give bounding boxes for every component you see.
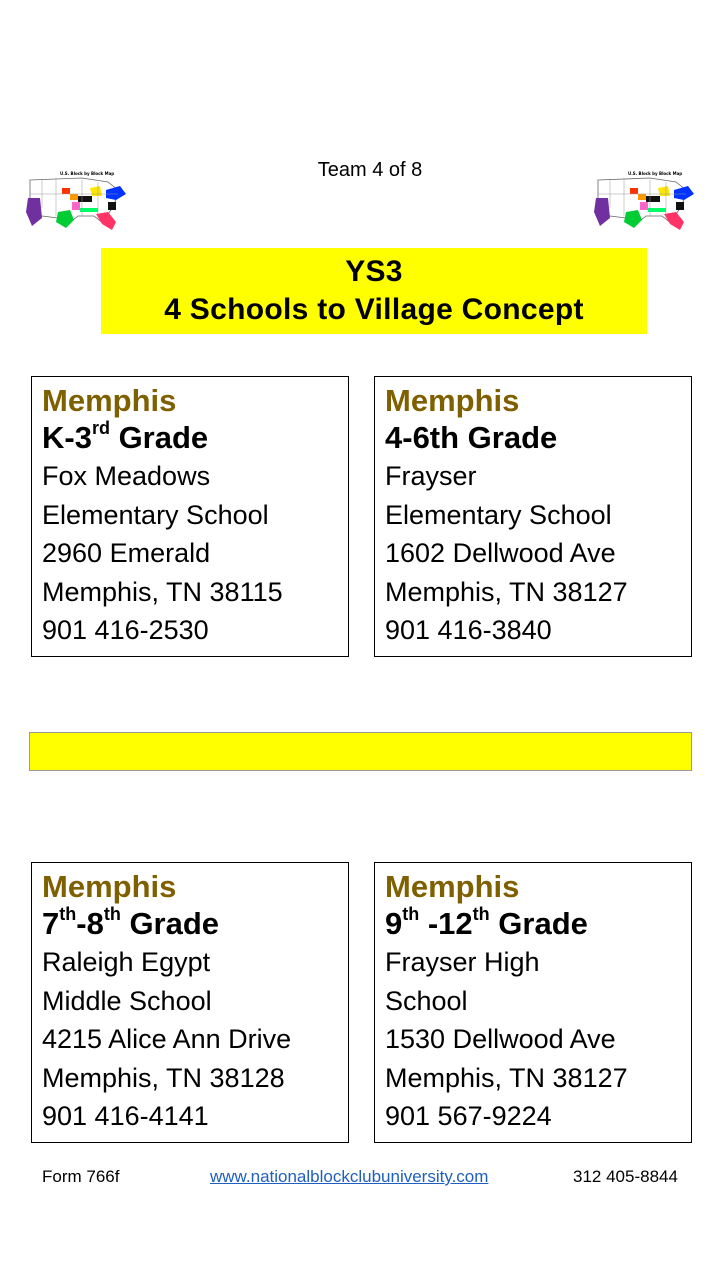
school-name-line-2: Elementary School (385, 499, 612, 530)
school-grade: K-3rd Grade (42, 417, 209, 455)
title-line-1: YS3 (345, 255, 403, 288)
footer-phone: 312 405-8844 (573, 1167, 678, 1186)
school-name-line-1: Fox Meadows (42, 461, 211, 491)
us-map-logo-right (590, 168, 700, 236)
team-label: Team 4 of 8 (317, 159, 423, 181)
school-name-line-2: Middle School (42, 985, 212, 1016)
title-banner (101, 248, 647, 334)
divider-bar (29, 732, 692, 771)
school-city: Memphis (385, 869, 520, 904)
school-grade: 9th -12th Grade (385, 903, 588, 941)
school-city-state-zip: Memphis, TN 38128 (42, 1062, 285, 1093)
form-number: Form 766f (42, 1167, 120, 1186)
school-name-line-2: Elementary School (42, 499, 269, 530)
us-map-logo-left (22, 168, 132, 236)
school-address: 1602 Dellwood Ave (385, 538, 616, 568)
school-phone: 901 567-9224 (385, 1101, 552, 1131)
school-city-state-zip: Memphis, TN 38115 (42, 576, 283, 607)
school-grade: 4-6th Grade (385, 420, 558, 455)
school-card-1 (31, 376, 349, 657)
school-phone: 901 416-3840 (385, 615, 552, 645)
school-phone: 901 416-2530 (42, 615, 209, 645)
school-city-state-zip: Memphis, TN 38127 (385, 576, 628, 607)
school-name-line-1: Frayser High (385, 947, 540, 977)
school-address: 4215 Alice Ann Drive (42, 1024, 292, 1054)
school-city-state-zip: Memphis, TN 38127 (385, 1062, 628, 1093)
school-city: Memphis (385, 383, 520, 418)
school-phone: 901 416-4141 (42, 1101, 209, 1131)
school-name-line-2: School (385, 985, 468, 1016)
logo-caption: U.S. Block by Block Map (628, 171, 683, 176)
title-line-2: 4 Schools to Village Concept (164, 293, 584, 326)
school-card-3 (31, 862, 349, 1143)
school-address: 2960 Emerald (42, 538, 211, 568)
school-name-line-1: Frayser (385, 461, 477, 491)
school-card-4 (374, 862, 692, 1143)
school-city: Memphis (42, 383, 177, 418)
website-link[interactable]: www.nationalblockclubuniversity.com (210, 1167, 489, 1186)
school-address: 1530 Dellwood Ave (385, 1024, 616, 1054)
school-name-line-1: Raleigh Egypt (42, 947, 211, 977)
school-card-2 (374, 376, 692, 657)
school-grade: 7th-8th Grade (42, 903, 220, 941)
school-city: Memphis (42, 869, 177, 904)
logo-caption: U.S. Block by Block Map (60, 171, 115, 176)
